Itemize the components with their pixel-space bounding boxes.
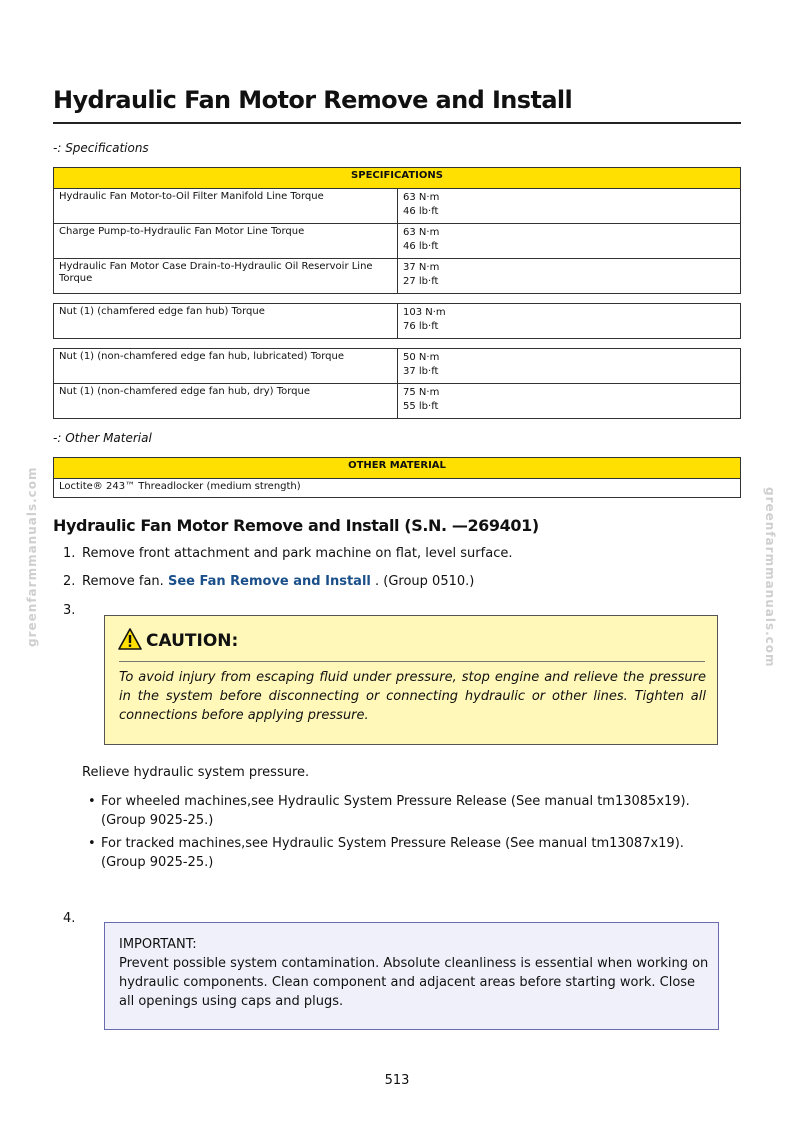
spec-value-imperial: 27 lb·ft [403, 275, 439, 287]
material-name: Loctite® 243™ Threadlocker (medium strength) [54, 479, 741, 498]
spec-name: Charge Pump-to-Hydraulic Fan Motor Line Torque [54, 224, 398, 259]
other-material-caption: -: Other Material [53, 431, 152, 445]
spec-value-metric: 63 N·m [403, 192, 440, 203]
step-2-text-post: . (Group 0510.) [375, 574, 475, 589]
spec-row [54, 304, 741, 339]
caution-heading [118, 628, 238, 651]
specifications-caption: -: Specifications [53, 141, 149, 155]
caution-label: CAUTION: [146, 631, 239, 651]
important-content [119, 935, 709, 1011]
spec-value-imperial: 46 lb·ft [403, 205, 439, 217]
spec-name: Hydraulic Fan Motor Case Drain-to-Hydraulic Oil Reservoir Line Torque [54, 259, 398, 294]
warning-triangle-icon [118, 628, 142, 650]
spec-name: Hydraulic Fan Motor-to-Oil Filter Manifold Line Torque [54, 189, 398, 224]
watermark-left: greenfarmmanuals.com [25, 466, 39, 647]
page-title: Hydraulic Fan Motor Remove and Install [53, 86, 573, 114]
spec-value-imperial: 46 lb·ft [403, 240, 439, 252]
other-material-header: OTHER MATERIAL [54, 458, 741, 479]
relieve-pressure-text: Relieve hydraulic system pressure. [82, 765, 310, 780]
spec-value-metric: 37 N·m [403, 262, 440, 273]
specifications-table-2 [53, 303, 741, 339]
step-text: Remove front attachment and park machine on flat, level surface. [82, 546, 513, 561]
important-label: IMPORTANT: [119, 937, 197, 952]
spec-row [54, 224, 741, 259]
important-text: Prevent possible system contamination. Absolute cleanliness is essential when working on hydraulic components. Clean component and adjacent areas before starting work. Close all openings using caps and plugs. [119, 956, 709, 1009]
specifications-header: SPECIFICATIONS [54, 168, 741, 189]
spec-value-imperial: 55 lb·ft [403, 400, 439, 412]
material-row [54, 479, 741, 498]
spec-value-metric: 63 N·m [403, 227, 440, 238]
caution-divider [119, 661, 705, 662]
spec-name: Nut (1) (non-chamfered edge fan hub, lubricated) Torque [54, 349, 398, 384]
spec-value-metric: 75 N·m [403, 387, 440, 398]
spec-value-metric: 103 N·m [403, 307, 446, 318]
other-material-table [53, 457, 741, 498]
bullet-dot-icon: • [88, 836, 96, 851]
page-number: 513 [384, 1073, 410, 1088]
spec-value-imperial: 37 lb·ft [403, 365, 439, 377]
spec-value [398, 304, 741, 339]
spec-row [54, 259, 741, 294]
bullet-dot-icon: • [88, 794, 96, 809]
spec-value-imperial: 76 lb·ft [403, 320, 439, 332]
step-number: 1. [63, 546, 76, 561]
spec-value [398, 189, 741, 224]
spec-value-metric: 50 N·m [403, 352, 440, 363]
spec-value [398, 259, 741, 294]
spec-value [398, 224, 741, 259]
title-divider [53, 122, 741, 124]
step-number: 4. [63, 911, 76, 926]
caution-box [104, 615, 718, 745]
step-number: 2. [63, 574, 76, 589]
bullet-text: For wheeled machines,see Hydraulic System Pressure Release (See manual tm13085x19). (Group 9025-25.) [101, 794, 690, 828]
step-number: 3. [63, 603, 76, 618]
step-text [82, 574, 474, 589]
watermark-right: greenfarmmanuals.com [763, 487, 777, 668]
spec-row [54, 384, 741, 419]
spec-value [398, 349, 741, 384]
important-box [104, 922, 719, 1030]
caution-text: To avoid injury from escaping fluid under pressure, stop engine and relieve the pressure in the system before disconnecting or connecting hydraulic or other lines. Tighten all connections before applying pressure. [119, 670, 706, 723]
spec-name: Nut (1) (chamfered edge fan hub) Torque [54, 304, 398, 339]
section-title: Hydraulic Fan Motor Remove and Install (S.N. —269401) [53, 516, 539, 535]
specifications-table-3 [53, 348, 741, 419]
bullet-text: For tracked machines,see Hydraulic System Pressure Release (See manual tm13087x19). (Group 9025-25.) [101, 836, 684, 870]
fan-remove-install-link[interactable]: See Fan Remove and Install [167, 574, 371, 589]
specifications-table [53, 167, 741, 294]
spec-row [54, 189, 741, 224]
spec-value [398, 384, 741, 419]
step-2-text-pre: Remove fan. [82, 574, 164, 589]
spec-row [54, 349, 741, 384]
spec-name: Nut (1) (non-chamfered edge fan hub, dry) Torque [54, 384, 398, 419]
